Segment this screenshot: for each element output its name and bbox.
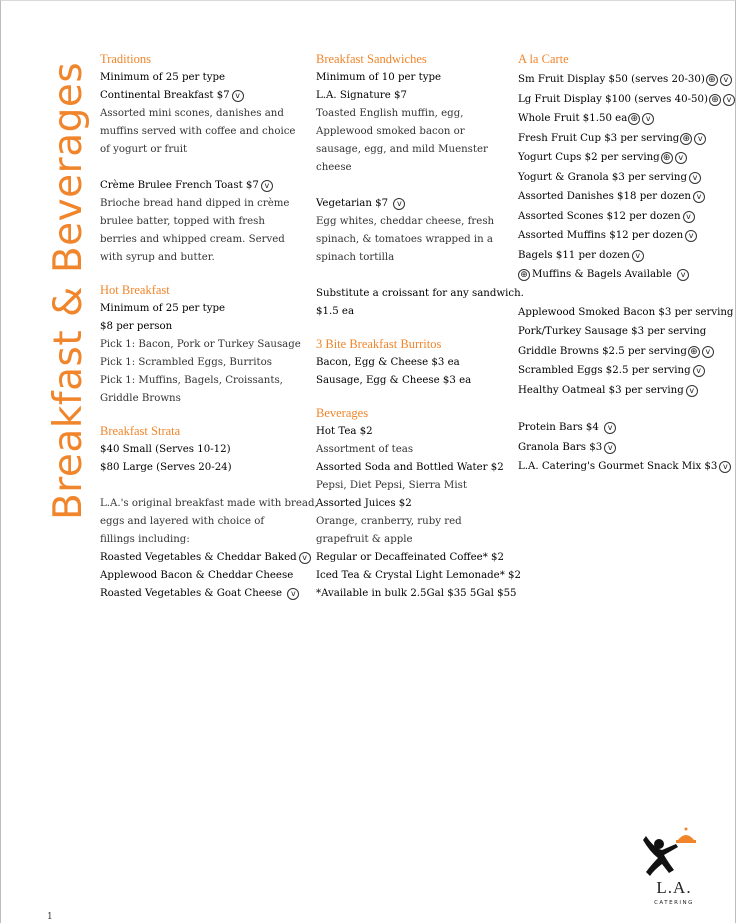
- hot-breakfast-price: $8 per person: [100, 321, 173, 332]
- alacarte-hot-item: Applewood Smoked Bacon $3 per serving: [518, 306, 734, 318]
- gluten-free-icon: ⊕: [706, 74, 718, 86]
- traditions-minimum: Minimum of 25 per type: [100, 72, 226, 83]
- vegetarian-item: [316, 195, 508, 213]
- section-title-strata: Breakfast Strata: [100, 424, 181, 438]
- vegetarian-icon: v: [685, 230, 697, 242]
- vegetarian-icon: v: [261, 180, 273, 192]
- vegetarian-label: Vegetarian $7: [316, 198, 389, 209]
- vegetarian-icon: v: [702, 346, 714, 358]
- alacarte-hot-item-label: Scrambled Eggs $2.5 per serving: [518, 365, 691, 376]
- alacarte-item: [518, 246, 728, 266]
- gluten-free-icon: ⊕: [680, 133, 692, 145]
- beverage-soda-description: Pepsi, Diet Pepsi, Sierra Mist: [316, 480, 467, 491]
- alacarte-item: [518, 226, 728, 246]
- column-middle: [316, 50, 524, 603]
- vegetarian-icon: v: [675, 152, 687, 164]
- beverage-tea-description: Assortment of teas: [316, 444, 414, 455]
- alacarte-item: [518, 90, 732, 110]
- vegetarian-icon: v: [677, 269, 689, 281]
- strata-filling-label: Roasted Vegetables & Goat Cheese: [100, 588, 283, 599]
- vegetarian-icon: v: [689, 172, 701, 184]
- page-title: Breakfast & Beverages: [46, 61, 91, 520]
- vegetarian-icon: v: [287, 588, 299, 600]
- beverage-iced-tea: Iced Tea & Crystal Light Lemonade* $2: [316, 570, 521, 581]
- beverage-juices: Assorted Juices $2: [316, 498, 412, 509]
- strata-small: $40 Small (Serves 10-12): [100, 444, 231, 455]
- snack-item: [518, 418, 728, 438]
- snack-item: [518, 457, 728, 477]
- vegetarian-icon: v: [694, 133, 706, 145]
- beverage-bulk-note: *Available in bulk 2.5Gal $35 5Gal $55: [316, 588, 517, 599]
- alacarte-item-label: Fresh Fruit Cup $3 per serving: [518, 132, 680, 144]
- signature-description: Toasted English muffin, egg, Applewood smoked bacon or sausage, egg, and mild Muenster cheese: [316, 108, 488, 173]
- vegetarian-icon: v: [604, 442, 616, 454]
- beverage-juices-description: Orange, cranberry, ruby red grapefruit & apple: [316, 516, 462, 545]
- strata-description: fillings including:: [100, 534, 190, 545]
- alacarte-item: [518, 109, 728, 129]
- snack-item: [518, 438, 728, 458]
- hot-breakfast-minimum: Minimum of 25 per type: [100, 303, 226, 314]
- vegetarian-icon: v: [232, 90, 244, 102]
- alacarte-item-label: Sm Fruit Display $50 (serves 20-30): [518, 74, 705, 85]
- gluten-free-icon: ⊕: [688, 346, 700, 358]
- alacarte-hot-item-label: Healthy Oatmeal $3 per serving: [518, 384, 684, 396]
- burrito-item: Bacon, Egg & Cheese $3 ea: [316, 357, 460, 368]
- alacarte-item-label: Assorted Danishes $18 per dozen: [518, 191, 691, 202]
- alacarte-item-label: Muffins & Bagels Available: [532, 269, 672, 280]
- vegetarian-icon: v: [693, 365, 705, 377]
- strata-filling: Applewood Bacon & Cheddar Cheese: [100, 570, 294, 581]
- alacarte-item: [518, 129, 728, 149]
- section-title-alacarte: A la Carte: [518, 52, 569, 66]
- hot-breakfast-pick: Pick 1: Bacon, Pork or Turkey Sausage: [100, 339, 301, 350]
- vegetarian-icon: v: [393, 198, 405, 210]
- alacarte-hot-item-label: Griddle Browns $2.5 per serving: [518, 345, 687, 357]
- alacarte-item-label: Assorted Scones $12 per dozen: [518, 210, 681, 222]
- french-toast-description: Brioche bread hand dipped in crème brulee batter, topped with fresh berries and whipped cream. Served with syrup and butter.: [100, 198, 290, 263]
- alacarte-item-label: Assorted Muffins $12 per dozen: [518, 230, 684, 241]
- vegetarian-icon: v: [693, 191, 705, 203]
- vegetarian-icon: v: [719, 461, 731, 473]
- gluten-free-icon: ⊕: [661, 152, 673, 164]
- strata-description: eggs and layered with choice of: [100, 516, 265, 527]
- beverage-coffee: Regular or Decaffeinated Coffee* $2: [316, 552, 505, 563]
- gluten-free-icon: ⊕: [709, 94, 721, 106]
- page-number: 1: [47, 912, 53, 922]
- section-title-burritos: 3 Bite Breakfast Burritos: [316, 337, 442, 351]
- continental-item: [100, 87, 300, 105]
- vegetarian-description: Egg whites, cheddar cheese, fresh spinach, & tomatoes wrapped in a spinach tortilla: [316, 216, 495, 263]
- alacarte-item: [518, 70, 728, 90]
- signature-item: L.A. Signature $7: [316, 90, 407, 101]
- snack-item-label: L.A. Catering's Gourmet Snack Mix $3: [518, 461, 718, 472]
- alacarte-item: [518, 207, 728, 227]
- vegetarian-icon: v: [604, 422, 616, 434]
- strata-filling: [100, 585, 300, 603]
- french-toast-label: Crème Brulee French Toast $7: [100, 180, 259, 191]
- alacarte-item: [518, 265, 728, 285]
- vegetarian-icon: v: [723, 94, 735, 106]
- snack-item-label: Protein Bars $4: [518, 422, 599, 433]
- sandwiches-minimum: Minimum of 10 per type: [316, 72, 442, 83]
- alacarte-hot-item: [518, 342, 728, 362]
- alacarte-item-label: Yogurt & Granola $3 per serving: [518, 171, 687, 183]
- alacarte-item: [518, 168, 728, 188]
- section-title-traditions: Traditions: [100, 52, 151, 66]
- substitute-price: $1.5 ea: [316, 306, 355, 317]
- hot-breakfast-pick: Griddle Browns: [100, 393, 181, 404]
- strata-description: L.A.'s original breakfast made with bread,: [100, 498, 318, 509]
- beverage-tea: Hot Tea $2: [316, 426, 373, 437]
- strata-filling: [100, 549, 307, 567]
- substitute-note: Substitute a croissant for any sandwich.: [316, 288, 524, 299]
- alacarte-hot-item: [518, 381, 728, 401]
- vegetarian-icon: v: [299, 552, 311, 564]
- hot-breakfast-pick: Pick 1: Muffins, Bagels, Croissants,: [100, 375, 283, 386]
- strata-filling-label: Roasted Vegetables & Cheddar Baked: [100, 552, 297, 563]
- snack-item-label: Granola Bars $3: [518, 441, 603, 453]
- section-title-sandwiches: Breakfast Sandwiches: [316, 52, 427, 66]
- beverage-soda: Assorted Soda and Bottled Water $2: [316, 462, 504, 473]
- burrito-item: Sausage, Egg & Cheese $3 ea: [316, 375, 472, 386]
- alacarte-item-label: Whole Fruit $1.50 ea: [518, 113, 628, 124]
- continental-description: Assorted mini scones, danishes and muffins served with coffee and choice of yogurt or fruit: [100, 108, 296, 155]
- alacarte-item-label: Lg Fruit Display $100 (serves 40-50): [518, 93, 708, 105]
- logo-name: L.A.: [656, 878, 692, 897]
- continental-label: Continental Breakfast $7: [100, 90, 230, 101]
- hot-breakfast-pick: Pick 1: Scrambled Eggs, Burritos: [100, 357, 272, 368]
- column-left: [100, 50, 318, 603]
- alacarte-item-label: Bagels $11 per dozen: [518, 249, 630, 261]
- logo-subtitle: CATERING: [654, 900, 694, 906]
- gluten-free-icon: ⊕: [628, 113, 640, 125]
- vegetarian-icon: v: [683, 211, 695, 223]
- vegetarian-icon: v: [642, 113, 654, 125]
- vegetarian-icon: v: [720, 74, 732, 86]
- vegetarian-icon: v: [686, 385, 698, 397]
- section-title-hot-breakfast: Hot Breakfast: [100, 283, 170, 297]
- section-title-beverages: Beverages: [316, 406, 369, 420]
- column-right: [518, 50, 734, 477]
- alacarte-hot-item: Pork/Turkey Sausage $3 per serving: [518, 326, 707, 337]
- alacarte-item: [518, 187, 728, 207]
- alacarte-hot-item: [518, 361, 728, 381]
- vegetarian-icon: v: [632, 250, 644, 262]
- alacarte-item: [518, 148, 728, 168]
- gluten-free-icon: ⊕: [518, 269, 530, 281]
- strata-large: $80 Large (Serves 20-24): [100, 462, 232, 473]
- french-toast-item: [100, 177, 300, 195]
- alacarte-item-label: Yogurt Cups $2 per serving: [518, 152, 660, 163]
